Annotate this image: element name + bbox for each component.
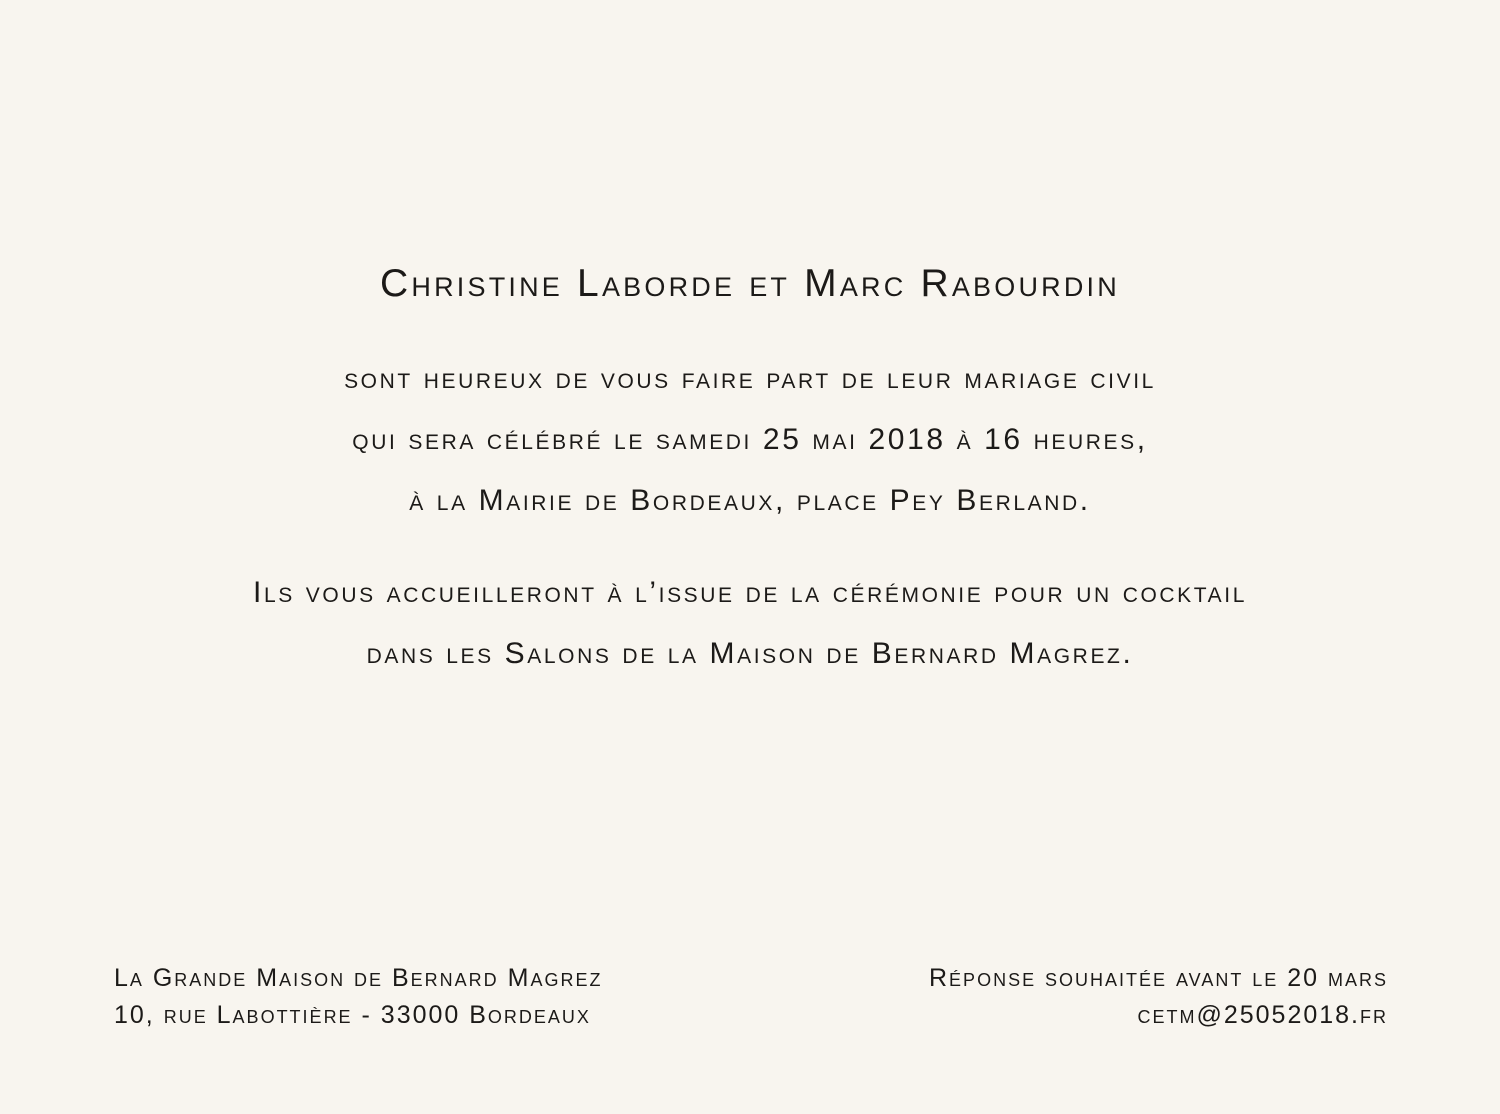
announcement-line-3: à la Mairie de Bordeaux, place Pey Berland. [409,484,1091,517]
rsvp-email: cetm@25052018.fr [1137,1001,1388,1029]
rsvp-block [929,960,1388,1034]
announcement-line-2: qui sera célébré le samedi 25 mai 2018 à 16 heures, [352,423,1148,456]
rsvp-deadline: Réponse souhaitée avant le 20 mars [929,964,1388,992]
couple-names-title: Christine Laborde et Marc Rabourdin [380,262,1120,305]
venue-address: 10, rue Labottière - 33000 Bordeaux [114,1001,591,1029]
announcement-line-1: sont heureux de vous faire part de leur mariage civil [344,362,1156,395]
venue-name: La Grande Maison de Bernard Magrez [114,964,603,992]
reception-line-1: Ils vous accueilleront à l’issue de la cérémonie pour un cocktail [253,576,1247,609]
venue-block [114,960,602,1034]
reception-line-2: dans les Salons de la Maison de Bernard Magrez. [366,637,1134,670]
